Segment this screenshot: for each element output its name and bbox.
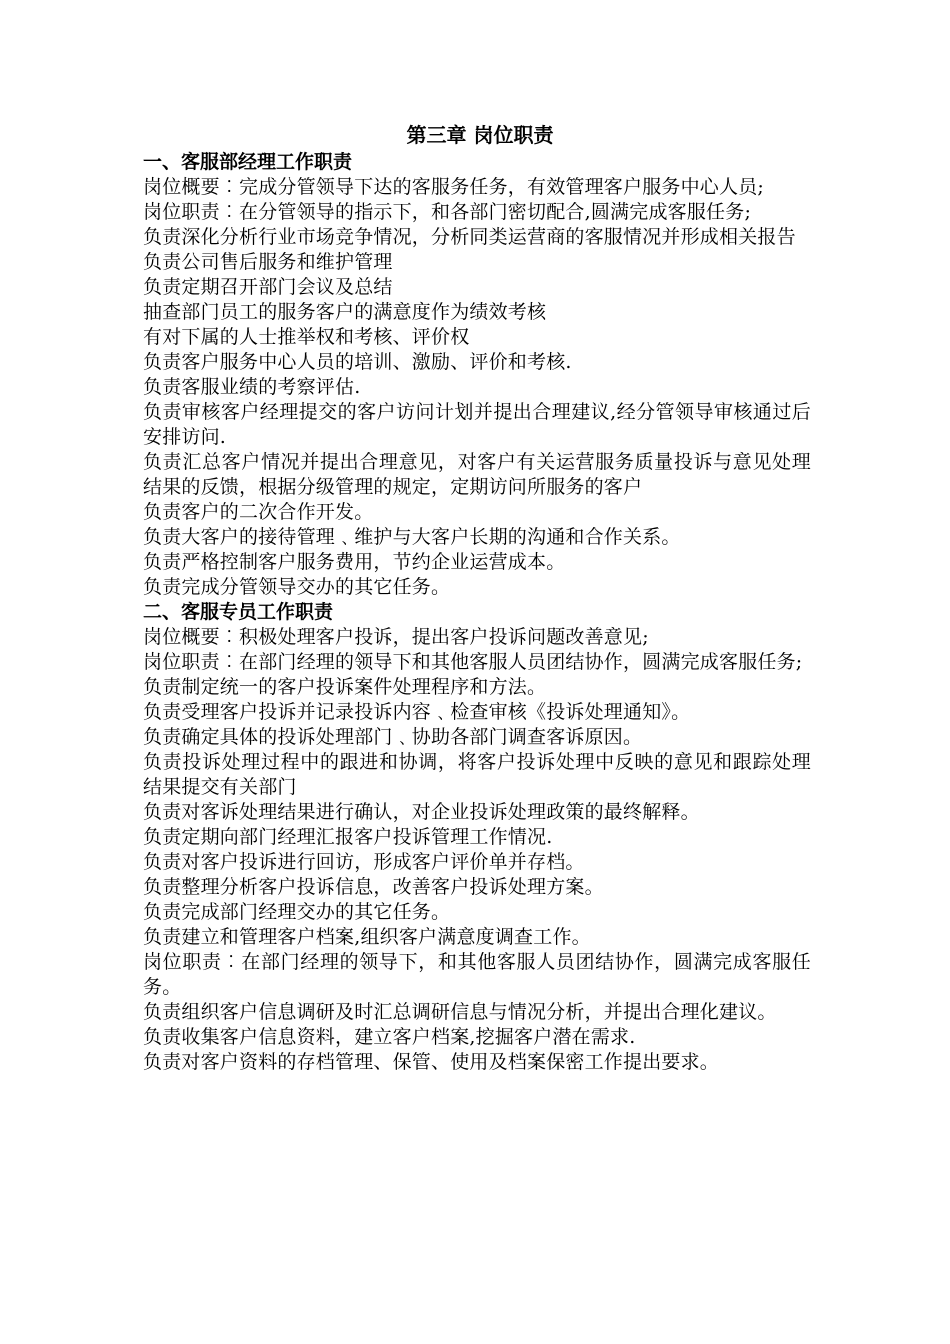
section-specialist-duties (143, 600, 811, 1075)
paragraph: 负责完成部门经理交办的其它任务。 (143, 901, 451, 923)
paragraph: 负责客户服务中心人员的培训、激励、评价和考核. (143, 351, 572, 373)
paragraph: 负责深化分析行业市场竞争情况，分析同类运营商的客服情况并形成相关报告 (143, 226, 796, 248)
section-heading: 二、客服专员工作职责 (143, 601, 334, 623)
paragraph: 负责收集客户信息资料，建立客户档案,挖掘客户潜在需求. (143, 1026, 636, 1048)
document-page (143, 120, 811, 1075)
section-heading: 一、客服部经理工作职责 (143, 151, 353, 173)
paragraph: 负责公司售后服务和维护管理 (143, 251, 393, 273)
paragraph: 负责完成分管领导交办的其它任务。 (143, 576, 451, 598)
paragraph: 负责确定具体的投诉处理部门﹑协助各部门调查客诉原因。 (143, 726, 643, 748)
paragraph: 负责严格控制客户服务费用，节约企业运营成本。 (143, 551, 566, 573)
paragraph: 负责对客户投诉进行回访，形成客户评价单并存档。 (143, 851, 585, 873)
paragraph: 岗位概要︰积极处理客户投诉，提出客户投诉问题改善意见; (143, 626, 649, 648)
paragraph: 负责制定统一的客户投诉案件处理程序和方法。 (143, 676, 547, 698)
paragraph: 负责建立和管理客户档案,组织客户满意度调查工作。 (143, 926, 591, 948)
paragraph: 负责对客诉处理结果进行确认，对企业投诉处理政策的最终解释。 (143, 801, 700, 823)
paragraph: 负责受理客户投诉并记录投诉内容﹑检查审核《投诉处理通知》。 (143, 701, 691, 723)
paragraph: 岗位职责︰在分管领导的指示下，和各部门密切配合,圆满完成客服任务; (143, 201, 752, 223)
paragraph: 抽查部门员工的服务客户的满意度作为绩效考核 (143, 301, 547, 323)
chapter-title: 第三章 岗位职责 (406, 123, 554, 147)
paragraph: 岗位职责︰在部门经理的领导下和其他客服人员团结协作，圆满完成客服任务; (143, 651, 803, 673)
paragraph: 负责对客户资料的存档管理、保管、使用及档案保密工作提出要求。 (143, 1051, 720, 1073)
section-manager-duties (143, 150, 811, 600)
paragraph: 负责投诉处理过程中的跟进和协调，将客户投诉处理中反映的意见和跟踪处理结果提交有关部门 (143, 751, 811, 798)
paragraph: 负责定期召开部门会议及总结 (143, 276, 393, 298)
paragraph: 负责客服业绩的考察评估. (143, 376, 361, 398)
paragraph: 负责审核客户经理提交的客户访问计划并提出合理建议,经分管领导审核通过后安排访问. (143, 401, 811, 448)
paragraph: 负责整理分析客户投诉信息，改善客户投诉处理方案。 (143, 876, 604, 898)
paragraph: 负责定期向部门经理汇报客户投诉管理工作情况. (143, 826, 553, 848)
paragraph: 负责汇总客户情况并提出合理意见，对客户有关运营服务质量投诉与意见处理结果的反馈，根据分级管理的规定，定期访问所服务的客户 (143, 451, 811, 498)
paragraph: 岗位职责︰在部门经理的领导下，和其他客服人员团结协作，圆满完成客服任务。 (143, 951, 811, 998)
paragraph: 有对下属的人士推举权和考核、评价权 (143, 326, 470, 348)
paragraph: 岗位概要︰完成分管领导下达的客服务任务，有效管理客户服务中心人员; (143, 176, 765, 198)
paragraph: 负责组织客户信息调研及时汇总调研信息与情况分析，并提出合理化建议。 (143, 1001, 777, 1023)
paragraph: 负责客户的二次合作开发。 (143, 501, 374, 523)
paragraph: 负责大客户的接待管理﹑维护与大客户长期的沟通和合作关系。 (143, 526, 681, 548)
